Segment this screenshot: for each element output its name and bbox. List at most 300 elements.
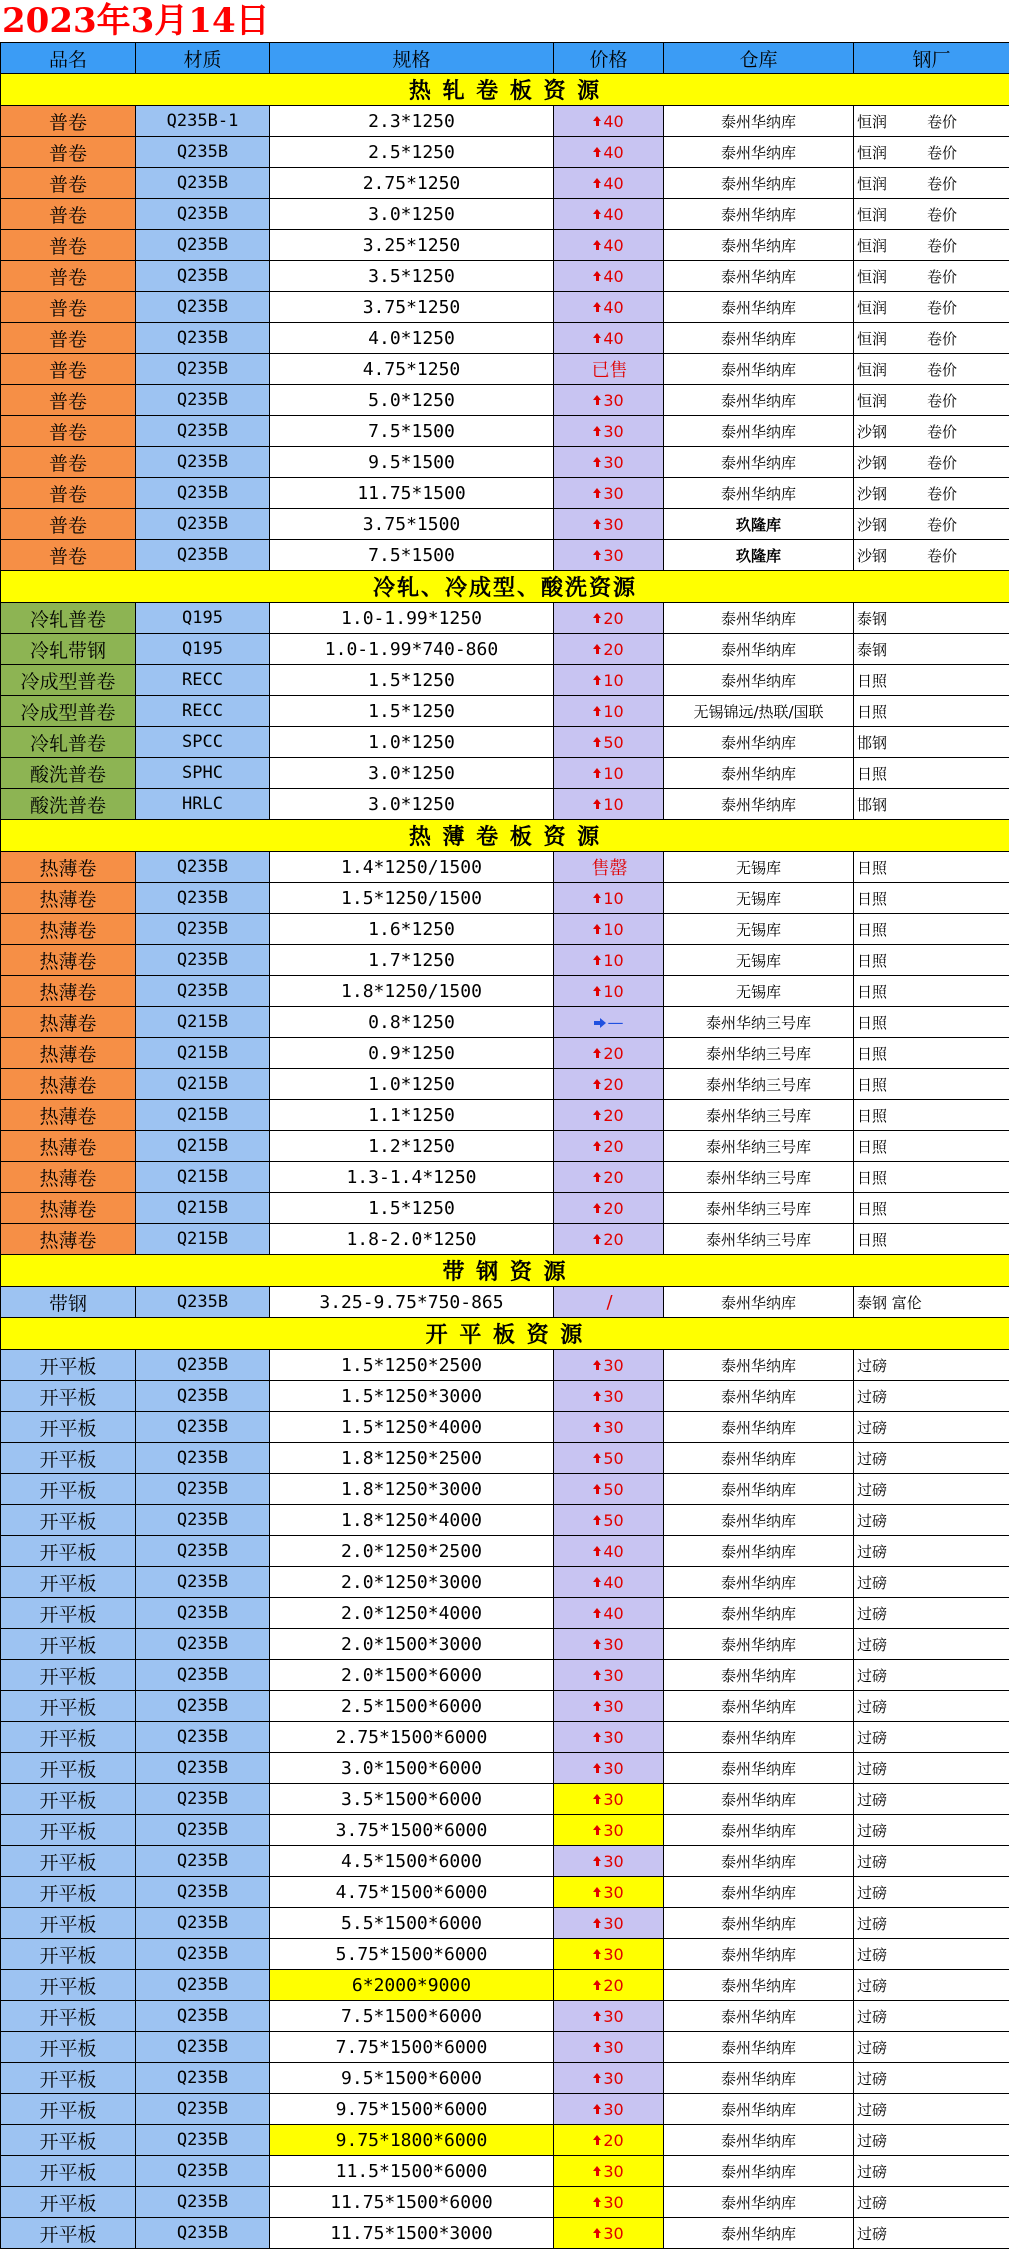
product-name-cell: 普卷 (1, 292, 136, 323)
spec-cell: 1.4*1250/1500 (270, 852, 554, 883)
arrow-up-icon (593, 116, 601, 121)
product-name-cell: 冷轧普卷 (1, 727, 136, 758)
product-name-cell: 普卷 (1, 230, 136, 261)
arrow-up-icon (593, 2104, 601, 2109)
warehouse-cell: 泰州华纳库 (664, 665, 854, 696)
table-row (1, 696, 1009, 727)
price-cell (554, 1350, 664, 1381)
mill-cell (854, 1536, 1009, 1567)
price-value: 20 (603, 2131, 623, 2150)
price-value: 20 (603, 1106, 623, 1125)
mill-name: 日照 (857, 1045, 887, 1063)
table-row (1, 1970, 1009, 2001)
arrow-up-icon (593, 1918, 601, 1923)
material-cell: Q235B (136, 883, 270, 914)
table-row (1, 1038, 1009, 1069)
spec-cell: 3.75*1500 (270, 509, 554, 540)
material-cell: Q215B (136, 1131, 270, 1162)
price-cell (554, 1224, 664, 1255)
price-value: 30 (603, 391, 623, 410)
price-cell (554, 478, 664, 509)
product-name-cell: 开平板 (1, 1629, 136, 1660)
mill-cell (854, 1598, 1009, 1629)
price-cell (554, 1505, 664, 1536)
price-value: 20 (603, 1168, 623, 1187)
mill-cell (854, 230, 1009, 261)
price-table (0, 42, 1009, 2249)
arrow-up-icon (593, 1825, 601, 1830)
mill-name: 过磅 (857, 1667, 887, 1685)
spec-cell: 7.75*1500*6000 (270, 2032, 554, 2063)
price-value: 30 (603, 2193, 623, 2212)
arrow-up-icon (593, 737, 601, 742)
warehouse-cell: 泰州华纳三号库 (664, 1224, 854, 1255)
mill-cell (854, 1722, 1009, 1753)
price-type: 卷价 (927, 111, 957, 132)
arrow-up-icon (593, 550, 601, 555)
arrow-up-icon (593, 1980, 601, 1985)
price-type: 卷价 (927, 328, 957, 349)
arrow-up-icon (593, 1484, 601, 1489)
material-cell: Q235B (136, 1691, 270, 1722)
product-name-cell: 开平板 (1, 1474, 136, 1505)
spec-cell: 1.0*1250 (270, 1069, 554, 1100)
price-cell (554, 789, 664, 820)
product-name-cell: 普卷 (1, 540, 136, 571)
arrow-up-icon (593, 1670, 601, 1675)
product-name-cell: 热薄卷 (1, 1193, 136, 1224)
price-value: 40 (603, 174, 623, 193)
mill-name: 邯钢 (857, 734, 887, 752)
spec-cell: 1.5*1250*4000 (270, 1412, 554, 1443)
warehouse-cell: 泰州华纳库 (664, 1598, 854, 1629)
arrow-up-icon (593, 2197, 601, 2202)
spec-cell: 1.5*1250/1500 (270, 883, 554, 914)
spec-cell: 3.0*1250 (270, 758, 554, 789)
warehouse-cell: 泰州华纳库 (664, 2156, 854, 2187)
mill-name: 日照 (857, 765, 887, 783)
product-name-cell: 开平板 (1, 1722, 136, 1753)
mill-cell (854, 1162, 1009, 1193)
price-cell (554, 354, 664, 385)
price-cell (554, 199, 664, 230)
warehouse-cell: 泰州华纳库 (664, 2094, 854, 2125)
table-row (1, 230, 1009, 261)
price-value: 30 (603, 1821, 623, 1840)
warehouse-cell: 玖隆库 (664, 509, 854, 540)
price-value: 10 (603, 982, 623, 1001)
product-name-cell: 开平板 (1, 1381, 136, 1412)
spec-cell: 2.3*1250 (270, 106, 554, 137)
material-cell: Q195 (136, 603, 270, 634)
mill-cell (854, 1908, 1009, 1939)
table-row (1, 385, 1009, 416)
mill-cell (854, 727, 1009, 758)
table-row (1, 1939, 1009, 1970)
mill-cell (854, 2187, 1009, 2218)
product-name-cell: 热薄卷 (1, 1069, 136, 1100)
spec-cell: 2.0*1250*4000 (270, 1598, 554, 1629)
price-value: 30 (603, 1883, 623, 1902)
spec-cell: 3.0*1250 (270, 789, 554, 820)
spec-cell: 1.1*1250 (270, 1100, 554, 1131)
price-cell (554, 1162, 664, 1193)
arrow-up-icon (593, 1110, 601, 1115)
mill-name: 过磅 (857, 1884, 887, 1902)
spec-cell: 9.75*1500*6000 (270, 2094, 554, 2125)
warehouse-cell: 无锡库 (664, 914, 854, 945)
arrow-up-icon (593, 1701, 601, 1706)
price-value: 30 (603, 2038, 623, 2057)
product-name-cell: 冷成型普卷 (1, 665, 136, 696)
table-row (1, 447, 1009, 478)
product-name-cell: 开平板 (1, 2156, 136, 2187)
price-cell (554, 1069, 664, 1100)
mill-cell (854, 1660, 1009, 1691)
price-type: 卷价 (927, 545, 957, 566)
table-row (1, 1007, 1009, 1038)
product-name-cell: 开平板 (1, 1815, 136, 1846)
price-cell (554, 634, 664, 665)
material-cell: Q235B (136, 1287, 270, 1318)
table-row (1, 106, 1009, 137)
table-row (1, 852, 1009, 883)
arrow-up-icon (593, 2228, 601, 2233)
product-name-cell: 开平板 (1, 1877, 136, 1908)
product-name-cell: 热薄卷 (1, 1224, 136, 1255)
material-cell: Q215B (136, 1162, 270, 1193)
price-type: 卷价 (927, 235, 957, 256)
mill-cell (854, 1038, 1009, 1069)
warehouse-cell: 泰州华纳库 (664, 1660, 854, 1691)
price-type: 卷价 (927, 204, 957, 225)
product-name-cell: 普卷 (1, 106, 136, 137)
mill-cell (854, 2125, 1009, 2156)
spec-cell: 1.5*1250*3000 (270, 1381, 554, 1412)
price-cell (554, 1722, 664, 1753)
warehouse-cell: 泰州华纳库 (664, 727, 854, 758)
price-value: 30 (603, 546, 623, 565)
arrow-up-icon (593, 706, 601, 711)
spec-cell: 1.8-2.0*1250 (270, 1224, 554, 1255)
price-value: 20 (603, 1044, 623, 1063)
material-cell: Q235B (136, 976, 270, 1007)
material-cell: Q235B (136, 354, 270, 385)
product-name-cell: 热薄卷 (1, 945, 136, 976)
table-row (1, 2032, 1009, 2063)
spec-cell: 11.75*1500*6000 (270, 2187, 554, 2218)
product-name-cell: 开平板 (1, 1536, 136, 1567)
mill-cell (854, 1877, 1009, 1908)
price-value: 30 (603, 1790, 623, 1809)
material-cell: Q235B (136, 1505, 270, 1536)
col-header-price: 价格 (554, 43, 664, 74)
table-row (1, 137, 1009, 168)
section-row (1, 1255, 1009, 1287)
mill-cell (854, 1412, 1009, 1443)
table-row (1, 1412, 1009, 1443)
warehouse-cell: 泰州华纳库 (664, 1939, 854, 1970)
table-row (1, 2063, 1009, 2094)
mill-name: 日照 (857, 1200, 887, 1218)
spec-cell: 1.5*1250 (270, 665, 554, 696)
product-name-cell: 普卷 (1, 385, 136, 416)
product-name-cell: 开平板 (1, 2187, 136, 2218)
table-row (1, 2187, 1009, 2218)
mill-name: 过磅 (857, 1357, 887, 1375)
warehouse-cell: 玖隆库 (664, 540, 854, 571)
mill-name: 日照 (857, 1076, 887, 1094)
arrow-up-icon (593, 1141, 601, 1146)
price-value: 40 (603, 267, 623, 286)
table-row (1, 976, 1009, 1007)
warehouse-cell: 泰州华纳库 (664, 199, 854, 230)
arrow-up-icon (593, 799, 601, 804)
price-type: 卷价 (927, 421, 957, 442)
spec-cell: 0.9*1250 (270, 1038, 554, 1069)
price-cell (554, 1474, 664, 1505)
table-row (1, 1784, 1009, 1815)
table-row (1, 1908, 1009, 1939)
mill-name: 过磅 (857, 1853, 887, 1871)
product-name-cell: 热薄卷 (1, 1038, 136, 1069)
section-row (1, 820, 1009, 852)
price-value: 10 (603, 920, 623, 939)
price-value: 售罄 (592, 858, 628, 879)
spec-cell: 9.5*1500 (270, 447, 554, 478)
arrow-up-icon (593, 1577, 601, 1582)
spec-cell: 11.75*1500 (270, 478, 554, 509)
material-cell: Q235B (136, 914, 270, 945)
price-value: 10 (603, 671, 623, 690)
table-row (1, 292, 1009, 323)
arrow-up-icon (593, 1639, 601, 1644)
table-row (1, 1162, 1009, 1193)
warehouse-cell: 泰州华纳库 (664, 758, 854, 789)
price-value: 30 (603, 1914, 623, 1933)
product-name-cell: 开平板 (1, 1691, 136, 1722)
warehouse-cell: 泰州华纳库 (664, 292, 854, 323)
mill-cell (854, 292, 1009, 323)
arrow-up-icon (593, 2166, 601, 2171)
mill-name: 过磅 (857, 1977, 887, 1995)
warehouse-cell: 泰州华纳库 (664, 2001, 854, 2032)
price-cell (554, 1753, 664, 1784)
arrow-up-icon (593, 426, 601, 431)
price-cell (554, 1846, 664, 1877)
material-cell: Q235B (136, 852, 270, 883)
mill-cell (854, 1007, 1009, 1038)
mill-name: 日照 (857, 1138, 887, 1156)
warehouse-cell: 泰州华纳库 (664, 385, 854, 416)
mill-cell (854, 696, 1009, 727)
spec-cell: 9.5*1500*6000 (270, 2063, 554, 2094)
price-cell (554, 1815, 664, 1846)
mill-cell (854, 385, 1009, 416)
price-cell (554, 1908, 664, 1939)
product-name-cell: 普卷 (1, 478, 136, 509)
price-type: 卷价 (927, 483, 957, 504)
mill-name: 过磅 (857, 2039, 887, 2057)
table-row (1, 354, 1009, 385)
mill-name: 恒润 (857, 175, 887, 193)
mill-cell (854, 1224, 1009, 1255)
price-type: 卷价 (927, 142, 957, 163)
warehouse-cell: 泰州华纳库 (664, 634, 854, 665)
mill-name: 恒润 (857, 237, 887, 255)
mill-name: 泰钢 (857, 610, 887, 628)
material-cell: Q235B (136, 2218, 270, 2249)
warehouse-cell: 无锡库 (664, 883, 854, 914)
section-row (1, 571, 1009, 603)
spec-cell: 3.0*1250 (270, 199, 554, 230)
product-name-cell: 冷轧普卷 (1, 603, 136, 634)
product-name-cell: 普卷 (1, 354, 136, 385)
spec-cell: 3.75*1250 (270, 292, 554, 323)
price-value: — (608, 1013, 624, 1032)
product-name-cell: 开平板 (1, 2218, 136, 2249)
mill-name: 恒润 (857, 113, 887, 131)
product-name-cell: 开平板 (1, 1412, 136, 1443)
product-name-cell: 普卷 (1, 447, 136, 478)
mill-name: 日照 (857, 952, 887, 970)
price-cell (554, 1629, 664, 1660)
table-row (1, 323, 1009, 354)
table-row (1, 1660, 1009, 1691)
price-value: 50 (603, 733, 623, 752)
warehouse-cell: 泰州华纳三号库 (664, 1069, 854, 1100)
price-value: 40 (603, 298, 623, 317)
arrow-up-icon (593, 955, 601, 960)
product-name-cell: 开平板 (1, 1908, 136, 1939)
price-value: 40 (603, 1542, 623, 1561)
product-name-cell: 开平板 (1, 1350, 136, 1381)
price-value: 20 (603, 609, 623, 628)
mill-cell (854, 1505, 1009, 1536)
table-row (1, 199, 1009, 230)
price-cell (554, 603, 664, 634)
material-cell: Q235B (136, 2187, 270, 2218)
price-cell (554, 1287, 664, 1318)
product-name-cell: 热薄卷 (1, 1162, 136, 1193)
warehouse-cell: 泰州华纳库 (664, 1691, 854, 1722)
product-name-cell: 开平板 (1, 1505, 136, 1536)
table-row (1, 2094, 1009, 2125)
price-value: 20 (603, 1230, 623, 1249)
arrow-up-icon (593, 1453, 601, 1458)
material-cell: Q235B (136, 230, 270, 261)
spec-cell: 3.0*1500*6000 (270, 1753, 554, 1784)
material-cell: Q235B-1 (136, 106, 270, 137)
header-row (1, 43, 1009, 74)
mill-name: 日照 (857, 983, 887, 1001)
arrow-up-icon (593, 1949, 601, 1954)
arrow-up-icon (593, 333, 601, 338)
material-cell: Q235B (136, 1939, 270, 1970)
warehouse-cell: 泰州华纳库 (664, 1970, 854, 2001)
price-value: 30 (603, 1759, 623, 1778)
mill-cell (854, 665, 1009, 696)
table-row (1, 1100, 1009, 1131)
mill-cell (854, 1193, 1009, 1224)
mill-name: 过磅 (857, 2194, 887, 2212)
warehouse-cell: 泰州华纳库 (664, 416, 854, 447)
material-cell: RECC (136, 665, 270, 696)
product-name-cell: 开平板 (1, 1567, 136, 1598)
material-cell: Q235B (136, 2094, 270, 2125)
material-cell: Q235B (136, 2001, 270, 2032)
warehouse-cell: 泰州华纳库 (664, 1908, 854, 1939)
mill-cell (854, 416, 1009, 447)
table-row (1, 634, 1009, 665)
col-header-spec: 规格 (270, 43, 554, 74)
table-row (1, 945, 1009, 976)
mill-name: 过磅 (857, 1729, 887, 1747)
warehouse-cell: 泰州华纳库 (664, 2187, 854, 2218)
table-row (1, 1567, 1009, 1598)
arrow-up-icon (593, 2011, 601, 2016)
price-value: 30 (603, 1387, 623, 1406)
mill-cell (854, 354, 1009, 385)
product-name-cell: 开平板 (1, 1970, 136, 2001)
price-cell (554, 106, 664, 137)
mill-name: 日照 (857, 921, 887, 939)
mill-cell (854, 137, 1009, 168)
product-name-cell: 普卷 (1, 416, 136, 447)
price-value: 20 (603, 1976, 623, 1995)
material-cell: Q235B (136, 385, 270, 416)
material-cell: Q235B (136, 1877, 270, 1908)
product-name-cell: 开平板 (1, 1443, 136, 1474)
price-value: 10 (603, 764, 623, 783)
spec-cell: 2.5*1500*6000 (270, 1691, 554, 1722)
mill-name: 恒润 (857, 144, 887, 162)
arrow-up-icon (593, 519, 601, 524)
warehouse-cell: 泰州华纳库 (664, 1505, 854, 1536)
arrow-up-icon (593, 1546, 601, 1551)
price-value: 30 (603, 1356, 623, 1375)
table-row (1, 1287, 1009, 1318)
price-value: 30 (603, 1728, 623, 1747)
mill-name: 过磅 (857, 1512, 887, 1530)
mill-name: 沙钢 (857, 516, 887, 534)
mill-name: 过磅 (857, 2101, 887, 2119)
price-cell (554, 976, 664, 1007)
mill-name: 日照 (857, 1014, 887, 1032)
price-cell (554, 1567, 664, 1598)
warehouse-cell: 泰州华纳库 (664, 1474, 854, 1505)
product-name-cell: 热薄卷 (1, 976, 136, 1007)
mill-name: 过磅 (857, 1636, 887, 1654)
price-cell (554, 2001, 664, 2032)
spec-cell: 3.25*1250 (270, 230, 554, 261)
price-cell (554, 1939, 664, 1970)
spec-cell: 2.0*1250*3000 (270, 1567, 554, 1598)
warehouse-cell: 泰州华纳三号库 (664, 1162, 854, 1193)
warehouse-cell: 无锡库 (664, 976, 854, 1007)
spec-cell: 2.5*1250 (270, 137, 554, 168)
arrow-up-icon (593, 1203, 601, 1208)
mill-cell (854, 2156, 1009, 2187)
spec-cell: 6*2000*9000 (270, 1970, 554, 2001)
price-cell (554, 292, 664, 323)
price-value: 20 (603, 1199, 623, 1218)
price-cell (554, 883, 664, 914)
product-name-cell: 冷轧带钢 (1, 634, 136, 665)
arrow-up-icon (593, 2135, 601, 2140)
mill-cell (854, 323, 1009, 354)
table-row (1, 1350, 1009, 1381)
